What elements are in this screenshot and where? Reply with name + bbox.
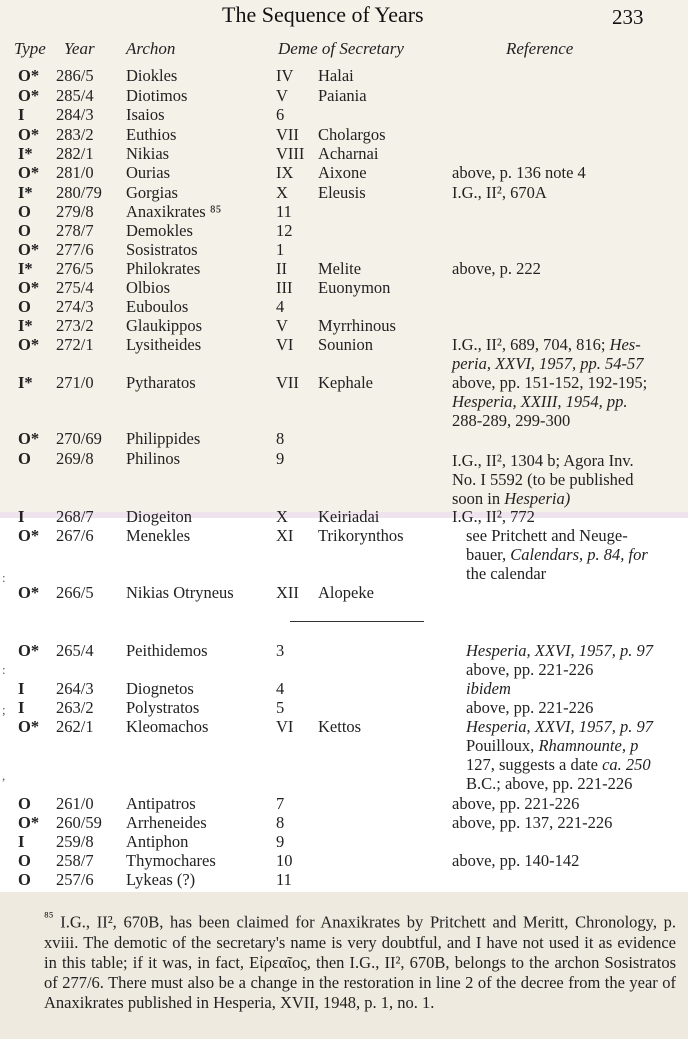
margin-artifact: : <box>2 570 6 585</box>
footnote-text: I.G., II², 670B, has been claimed for Anaxikrates by Pritchett and Meritt, Chronology, p. xviii. The demotic of the secretary's name is very doubtful, and I have not used it as evidence in this table; if it was, in fact, Eἰρεαῖος, then I.G., II², 670B, belongs to the archon Sosistratos of 277/6. There must also be a change in the restoration in line 2 of the decree from the year of Anaxikrates published in Hesperia, XVII, 1948, p. 1, no. 1. <box>44 912 676 1012</box>
table-row: I 284/3 Isaios 6 <box>18 105 285 124</box>
table-row: O 269/8 Philinos 9 <box>18 449 285 468</box>
table-row: O* 275/4 Olbios III Euonymon <box>18 278 391 297</box>
reference-peithidemos-cont: above, pp. 221-226 <box>466 660 594 679</box>
header-year: Year <box>64 39 95 58</box>
table-row: O* 262/1 Kleomachos VI Kettos <box>18 717 362 736</box>
table-row: I 264/3 Diognetos 4 <box>18 679 285 698</box>
table-row: O* 265/4 Peithidemos 3 <box>18 641 285 660</box>
table-row: O 274/3 Euboulos 4 <box>18 297 285 316</box>
table-row: I* 282/1 Nikias VIII Acharnai <box>18 144 379 163</box>
reference-menekles-cont: bauer, Calendars, p. 84, for <box>466 545 648 564</box>
table-row: O 279/8 Anaxikrates ⁸⁵ 11 <box>18 202 292 221</box>
margin-artifact: , <box>2 768 6 783</box>
table-row: O* 281/0 Ourias IX Aixone above, p. 136 note 4 <box>18 163 586 182</box>
footnote-marker: ⁸⁵ <box>44 909 54 924</box>
page-number: 233 <box>612 5 644 29</box>
table-row: O* 270/69 Philippides 8 <box>18 429 285 448</box>
table-row: I* 280/79 Gorgias X Eleusis I.G., II², 670A <box>18 183 547 202</box>
header-deme: Deme of Secretary <box>278 39 404 58</box>
table-row: I 263/2 Polystratos 5 <box>18 698 285 717</box>
reference-menekles: see Pritchett and Neuge- <box>466 526 628 545</box>
reference-kleomachos: Hesperia, XXVI, 1957, p. 97 <box>466 717 653 736</box>
footnote-85 <box>44 907 676 1013</box>
table-row: O* 286/5 Diokles IV Halai <box>18 66 354 85</box>
table-row: O* 272/1 Lysitheides VI Sounion <box>18 335 374 354</box>
reference-philinos-cont: No. I 5592 (to be published <box>452 470 634 489</box>
table-separator <box>290 621 424 622</box>
reference-philinos: I.G., II², 1304 b; Agora Inv. <box>452 451 634 470</box>
table-row: O 258/7 Thymochares 10 above, pp. 140-142 <box>18 851 580 870</box>
header-type: Type <box>14 39 46 58</box>
running-title: The Sequence of Years <box>222 2 424 27</box>
table-row: O* 277/6 Sosistratos 1 <box>18 240 285 259</box>
table-row: I 259/8 Antiphon 9 <box>18 832 285 851</box>
table-row: I 268/7 Diogeiton X Keiriadai I.G., II², 772 <box>18 507 535 526</box>
table-row: I* 273/2 Glaukippos V Myrrhinous <box>18 316 396 335</box>
header-reference: Reference <box>506 39 574 58</box>
reference-kleomachos-cont2: 127, suggests a date ca. 250 <box>466 755 651 774</box>
reference-lysitheides: I.G., II², 689, 704, 816; Hes- <box>452 335 641 354</box>
reference-kleomachos-cont3: B.C.; above, pp. 221-226 <box>466 774 633 793</box>
reference-pytharatos: above, pp. 151-152, 192-195; <box>452 373 648 392</box>
table-row: O 278/7 Demokles 12 <box>18 221 293 240</box>
margin-artifact: ; <box>2 702 6 717</box>
reference-philinos-cont2: soon in Hesperia) <box>452 489 571 508</box>
table-row: I* 276/5 Philokrates II Melite above, p. 222 <box>18 259 541 278</box>
table-row: O* 260/59 Arrheneides 8 above, pp. 137, 221-226 <box>18 813 613 832</box>
margin-artifact: : <box>2 662 6 677</box>
table-row: I* 271/0 Pytharatos VII Kephale <box>18 373 373 392</box>
table-row: O 257/6 Lykeas (?) 11 <box>18 870 292 889</box>
reference-peithidemos: Hesperia, XXVI, 1957, p. 97 <box>466 641 653 660</box>
reference-pytharatos-cont: Hesperia, XXIII, 1954, pp. <box>452 392 628 411</box>
table-row: O* 285/4 Diotimos V Paiania <box>18 86 367 105</box>
reference-menekles-cont2: the calendar <box>466 564 547 583</box>
table-row: O* 266/5 Nikias Otryneus XII Alopeke <box>18 583 374 602</box>
table-row: O 261/0 Antipatros 7 above, pp. 221-226 <box>18 794 580 813</box>
table-row: O* 283/2 Euthios VII Cholargos <box>18 125 386 144</box>
table-row: O* 267/6 Menekles XI Trikorynthos <box>18 526 404 545</box>
reference-pytharatos-cont2: 288-289, 299-300 <box>452 411 571 430</box>
reference-polystratos: above, pp. 221-226 <box>466 698 594 717</box>
header-archon: Archon <box>126 39 176 58</box>
reference-kleomachos-cont: Pouilloux, Rhamnounte, p <box>466 736 639 755</box>
reference-lysitheides-cont: peria, XXVI, 1957, pp. 54-57 <box>452 354 644 373</box>
reference-diognetos: ibidem <box>466 679 511 698</box>
